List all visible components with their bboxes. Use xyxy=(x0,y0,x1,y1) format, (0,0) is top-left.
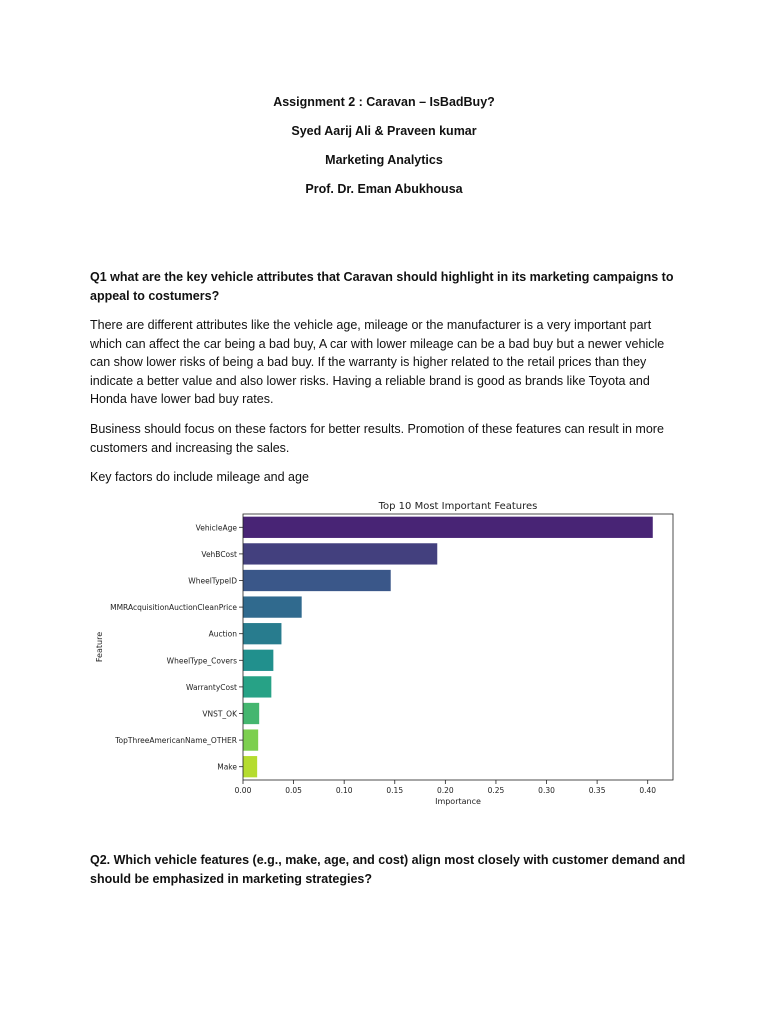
bar-VehicleAge xyxy=(243,517,653,538)
feature-importance-chart xyxy=(88,496,688,816)
paragraph-line: can show lower risks of being a bad buy. If the warranty is higher related to the retail prices than they xyxy=(90,355,647,369)
q1-title-line: Q1 what are the key vehicle attributes that Caravan should highlight in its marketing campaigns to xyxy=(90,270,674,284)
x-tick-label: 0.05 xyxy=(285,786,302,795)
x-tick-label: 0.25 xyxy=(487,786,505,795)
y-tick-label: WarrantyCost xyxy=(186,682,237,692)
x-tick-label: 0.10 xyxy=(335,786,353,795)
y-tick-label: VehicleAge xyxy=(195,523,237,533)
y-tick-label: TopThreeAmericanName_OTHER xyxy=(115,736,237,746)
bar-TopThreeAmericanName_OTHER xyxy=(243,729,258,750)
y-tick-label: VNST_OK xyxy=(202,709,237,719)
course-name: Marketing Analytics xyxy=(325,153,443,167)
x-tick-label: 0.40 xyxy=(639,786,657,795)
bar-WheelType_Covers xyxy=(243,650,273,671)
bar-VNST_OK xyxy=(243,703,259,724)
q1-paragraph-1 xyxy=(90,316,690,409)
bar-WarrantyCost xyxy=(243,676,271,697)
q2-title-line: Q2. Which vehicle features (e.g., make, age, and cost) align most closely with customer demand and xyxy=(90,853,686,867)
bar-VehBCost xyxy=(243,543,437,564)
y-tick-label: Auction xyxy=(208,629,237,639)
paragraph-line: Business should focus on these factors for better results. Promotion of these features can result in more xyxy=(90,422,664,436)
paragraph-line: Honda have lower bad buy rates. xyxy=(90,392,274,406)
authors: Syed Aarij Ali & Praveen kumar xyxy=(291,124,477,138)
y-tick-label: MMRAcquisitionAuctionCleanPrice xyxy=(110,603,237,613)
q1-title xyxy=(90,268,680,305)
x-axis-label: Importance xyxy=(435,797,481,806)
x-tick-label: 0.15 xyxy=(386,786,404,795)
x-tick-label: 0.00 xyxy=(234,786,252,795)
q2-title-line: should be emphasized in marketing strategies? xyxy=(90,871,373,886)
paragraph-line: customers and increasing the sales. xyxy=(90,440,290,455)
q1-title-line: appeal to costumers? xyxy=(90,288,220,303)
x-tick-label: 0.35 xyxy=(588,786,606,795)
y-tick-label: WheelTypeID xyxy=(188,576,237,586)
paragraph-line: There are different attributes like the vehicle age, mileage or the manufacturer is a very important part xyxy=(90,318,652,332)
bar-Auction xyxy=(243,623,281,644)
professor-name: Prof. Dr. Eman Abukhousa xyxy=(305,182,463,196)
paragraph-line: indicate a better value and also lower risks. Having a reliable brand is good as brands like Toyota and xyxy=(90,373,650,388)
y-axis-label: Feature xyxy=(95,631,104,663)
bar-WheelTypeID xyxy=(243,570,391,591)
x-tick-label: 0.30 xyxy=(538,786,555,795)
y-tick-label: WheelType_Covers xyxy=(166,656,237,666)
q1-paragraph-2 xyxy=(90,420,690,457)
paragraph-line: which can affect the car being a bad buy, A car with lower mileage can be a bad buy but a newer vehicle xyxy=(90,336,665,351)
y-tick-label: Make xyxy=(217,762,237,772)
bar-MMRAcquisitionAuctionCleanPrice xyxy=(243,596,302,617)
q2-title xyxy=(90,851,686,888)
bar-Make xyxy=(243,756,257,777)
x-tick-label: 0.20 xyxy=(437,786,454,795)
q1-paragraph-3: Key factors do include mileage and age xyxy=(90,470,309,484)
chart-title: Top 10 Most Important Features xyxy=(378,501,538,512)
y-tick-label: VehBCost xyxy=(201,549,237,559)
assignment-title: Assignment 2 : Caravan – IsBadBuy? xyxy=(273,95,495,109)
